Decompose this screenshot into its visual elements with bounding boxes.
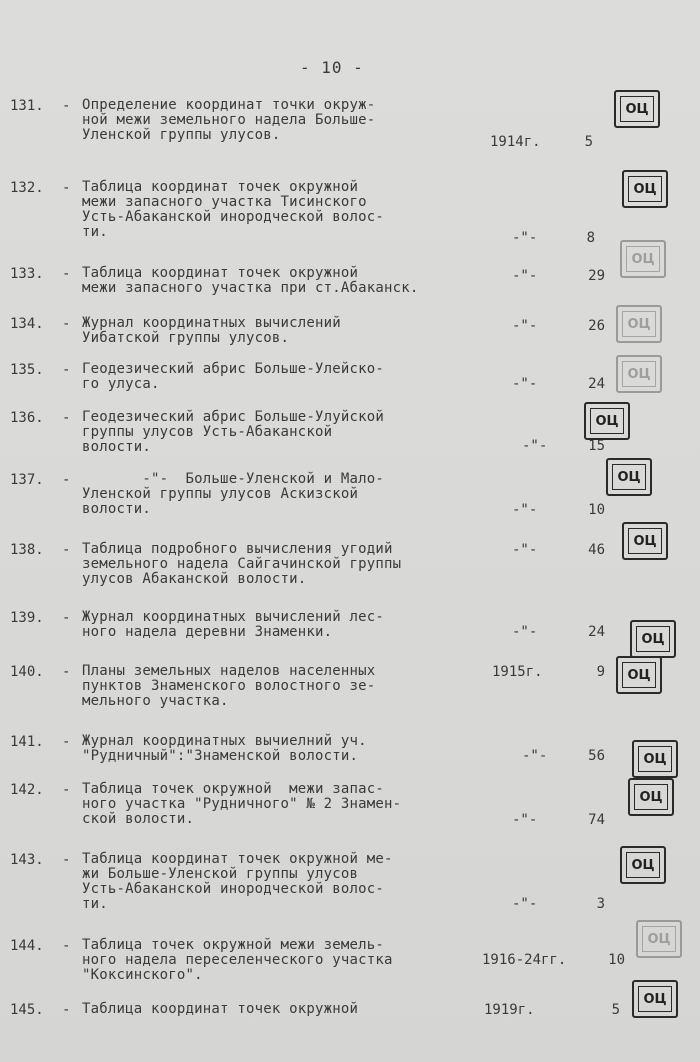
stamp-label: ОЦ bbox=[628, 528, 662, 554]
entry-line: ного надела переселенческого участка bbox=[82, 952, 393, 968]
entry-number: 145. bbox=[10, 1002, 44, 1018]
entry-description bbox=[82, 362, 384, 392]
entry-dash: - bbox=[62, 734, 71, 750]
entry-pages: 15 bbox=[588, 438, 605, 454]
entry-description bbox=[82, 782, 401, 827]
entry-description bbox=[82, 472, 384, 517]
oc-stamp bbox=[606, 458, 652, 496]
entry-pages: 5 bbox=[584, 134, 593, 150]
stamp-label: ОЦ bbox=[612, 464, 646, 490]
stamp-label: ОЦ bbox=[620, 96, 654, 122]
entry-pages: 9 bbox=[596, 664, 605, 680]
entry-number: 138. bbox=[10, 542, 44, 558]
entry-pages: 10 bbox=[588, 502, 605, 518]
oc-stamp bbox=[630, 620, 676, 658]
entry-line: Геодезический абрис Больше-Улейско- bbox=[82, 361, 385, 377]
entry-line: ного участка "Рудничного" № 2 Знамен- bbox=[82, 796, 402, 812]
entry-description bbox=[82, 852, 393, 912]
entry-line: Таблица точек окружной межи земель- bbox=[82, 937, 385, 953]
entry-pages: 24 bbox=[588, 624, 605, 640]
page-number: - 10 - bbox=[300, 58, 364, 77]
entry-dash: - bbox=[62, 610, 71, 626]
entry-pages: 10 bbox=[608, 952, 625, 968]
entry-dash: - bbox=[62, 1002, 71, 1018]
entry-dash: - bbox=[62, 410, 71, 426]
entry-year: -"- bbox=[522, 438, 548, 454]
entry-line: ного надела деревни Знаменки. bbox=[82, 624, 333, 640]
entry-year: -"- bbox=[512, 896, 538, 912]
stamp-label: ОЦ bbox=[628, 176, 662, 202]
entry-number: 139. bbox=[10, 610, 44, 626]
entry-year: -"- bbox=[512, 812, 538, 828]
entry-description bbox=[82, 266, 419, 296]
entry-description bbox=[82, 410, 384, 455]
oc-stamp bbox=[620, 240, 666, 278]
entry-line: Журнал координатных вычислений лес- bbox=[82, 609, 385, 625]
entry-pages: 56 bbox=[588, 748, 605, 764]
entry-year: -"- bbox=[512, 542, 538, 558]
entry-line: ной межи земельного надела Больше- bbox=[82, 112, 376, 128]
entry-line: межи запасного участка при ст.Абаканск. bbox=[82, 280, 419, 296]
oc-stamp bbox=[632, 980, 678, 1018]
oc-stamp bbox=[616, 656, 662, 694]
entry-dash: - bbox=[62, 362, 71, 378]
entry-description bbox=[82, 938, 393, 983]
entry-line: Уленской группы улусов Аскизской bbox=[82, 486, 359, 502]
entry-number: 135. bbox=[10, 362, 44, 378]
oc-stamp bbox=[622, 170, 668, 208]
entry-dash: - bbox=[62, 472, 71, 488]
entry-number: 134. bbox=[10, 316, 44, 332]
entry-line: -"- Больше-Уленской и Мало- bbox=[82, 471, 385, 487]
entry-line: го улуса. bbox=[82, 376, 160, 392]
entry-line: Усть-Абаканской инородческой волос- bbox=[82, 209, 385, 225]
entry-dash: - bbox=[62, 180, 71, 196]
entry-line: "Коксинского". bbox=[82, 967, 203, 983]
entry-line: земельного надела Сайгачинской группы bbox=[82, 556, 402, 572]
entry-year: 1914г. bbox=[490, 134, 541, 150]
stamp-label: ОЦ bbox=[626, 852, 660, 878]
entry-description bbox=[82, 1002, 358, 1017]
entry-year: 1915г. bbox=[492, 664, 543, 680]
stamp-label: ОЦ bbox=[626, 246, 660, 272]
entry-pages: 74 bbox=[588, 812, 605, 828]
entry-line: Таблица подробного вычисления угодий bbox=[82, 541, 393, 557]
stamp-label: ОЦ bbox=[622, 662, 656, 688]
entry-number: 141. bbox=[10, 734, 44, 750]
entry-line: мельного участка. bbox=[82, 693, 229, 709]
entry-dash: - bbox=[62, 938, 71, 954]
entry-year: -"- bbox=[512, 624, 538, 640]
entry-number: 132. bbox=[10, 180, 44, 196]
entry-line: жи Больше-Уленской группы улусов bbox=[82, 866, 359, 882]
entry-description bbox=[82, 180, 384, 240]
entry-line: Таблица координат точек окружной bbox=[82, 265, 359, 281]
entry-line: пунктов Знаменского волостного зе- bbox=[82, 678, 376, 694]
entry-line: "Рудничный":"Знаменской волости. bbox=[82, 748, 359, 764]
entry-number: 131. bbox=[10, 98, 44, 114]
stamp-label: ОЦ bbox=[638, 746, 672, 772]
entry-pages: 3 bbox=[596, 896, 605, 912]
entry-pages: 26 bbox=[588, 318, 605, 334]
entry-line: Усть-Абаканской инородческой волос- bbox=[82, 881, 385, 897]
entry-pages: 29 bbox=[588, 268, 605, 284]
entry-pages: 24 bbox=[588, 376, 605, 392]
entry-line: Таблица координат точек окружной bbox=[82, 1001, 359, 1017]
oc-stamp bbox=[614, 90, 660, 128]
stamp-label: ОЦ bbox=[642, 926, 676, 952]
entry-dash: - bbox=[62, 316, 71, 332]
entry-number: 136. bbox=[10, 410, 44, 426]
entry-line: Планы земельных наделов населенных bbox=[82, 663, 376, 679]
entry-line: Геодезический абрис Больше-Улуйской bbox=[82, 409, 385, 425]
entry-year: -"- bbox=[512, 230, 538, 246]
entry-line: Уленской группы улусов. bbox=[82, 127, 281, 143]
entry-year: -"- bbox=[512, 318, 538, 334]
entry-line: Уибатской группы улусов. bbox=[82, 330, 290, 346]
entry-description bbox=[82, 542, 401, 587]
oc-stamp bbox=[620, 846, 666, 884]
entry-pages: 46 bbox=[588, 542, 605, 558]
entry-dash: - bbox=[62, 98, 71, 114]
entry-pages: 5 bbox=[611, 1002, 620, 1018]
entry-number: 143. bbox=[10, 852, 44, 868]
stamp-label: ОЦ bbox=[622, 361, 656, 387]
entry-line: волости. bbox=[82, 439, 152, 455]
entry-line: Таблица точек окружной межи запас- bbox=[82, 781, 385, 797]
stamp-label: ОЦ bbox=[638, 986, 672, 1012]
entry-line: Таблица координат точек окружной bbox=[82, 179, 359, 195]
entry-year: 1916-24гг. bbox=[482, 952, 567, 968]
entry-pages: 8 bbox=[586, 230, 595, 246]
entry-year: -"- bbox=[512, 376, 538, 392]
entry-description bbox=[82, 734, 367, 764]
entry-line: ти. bbox=[82, 896, 108, 912]
oc-stamp bbox=[616, 305, 662, 343]
oc-stamp bbox=[616, 355, 662, 393]
stamp-label: ОЦ bbox=[636, 626, 670, 652]
stamp-label: ОЦ bbox=[622, 311, 656, 337]
entry-line: Определение координат точки окруж- bbox=[82, 97, 376, 113]
entry-description bbox=[82, 664, 375, 709]
entry-number: 137. bbox=[10, 472, 44, 488]
oc-stamp bbox=[622, 522, 668, 560]
entry-line: ской волости. bbox=[82, 811, 195, 827]
entry-line: Таблица координат точек окружной ме- bbox=[82, 851, 393, 867]
stamp-label: ОЦ bbox=[634, 784, 668, 810]
entry-description bbox=[82, 610, 384, 640]
stamp-label: ОЦ bbox=[590, 408, 624, 434]
entry-year: -"- bbox=[522, 748, 548, 764]
entry-dash: - bbox=[62, 266, 71, 282]
entry-description bbox=[82, 316, 341, 346]
entry-description bbox=[82, 98, 375, 143]
entry-line: межи запасного участка Тисинского bbox=[82, 194, 367, 210]
oc-stamp bbox=[584, 402, 630, 440]
entry-number: 133. bbox=[10, 266, 44, 282]
entry-dash: - bbox=[62, 542, 71, 558]
oc-stamp bbox=[628, 778, 674, 816]
entry-year: -"- bbox=[512, 502, 538, 518]
entry-line: Журнал координатных вычиелний уч. bbox=[82, 733, 367, 749]
entry-dash: - bbox=[62, 782, 71, 798]
entry-number: 140. bbox=[10, 664, 44, 680]
entry-year: -"- bbox=[512, 268, 538, 284]
entry-number: 142. bbox=[10, 782, 44, 798]
entry-year: 1919г. bbox=[484, 1002, 535, 1018]
oc-stamp bbox=[632, 740, 678, 778]
entry-dash: - bbox=[62, 664, 71, 680]
entry-line: Журнал координатных вычислений bbox=[82, 315, 341, 331]
entry-number: 144. bbox=[10, 938, 44, 954]
oc-stamp bbox=[636, 920, 682, 958]
entry-line: волости. bbox=[82, 501, 152, 517]
entry-line: группы улусов Усть-Абаканской bbox=[82, 424, 333, 440]
entry-dash: - bbox=[62, 852, 71, 868]
entry-line: ти. bbox=[82, 224, 108, 240]
entry-line: улусов Абаканской волости. bbox=[82, 571, 307, 587]
